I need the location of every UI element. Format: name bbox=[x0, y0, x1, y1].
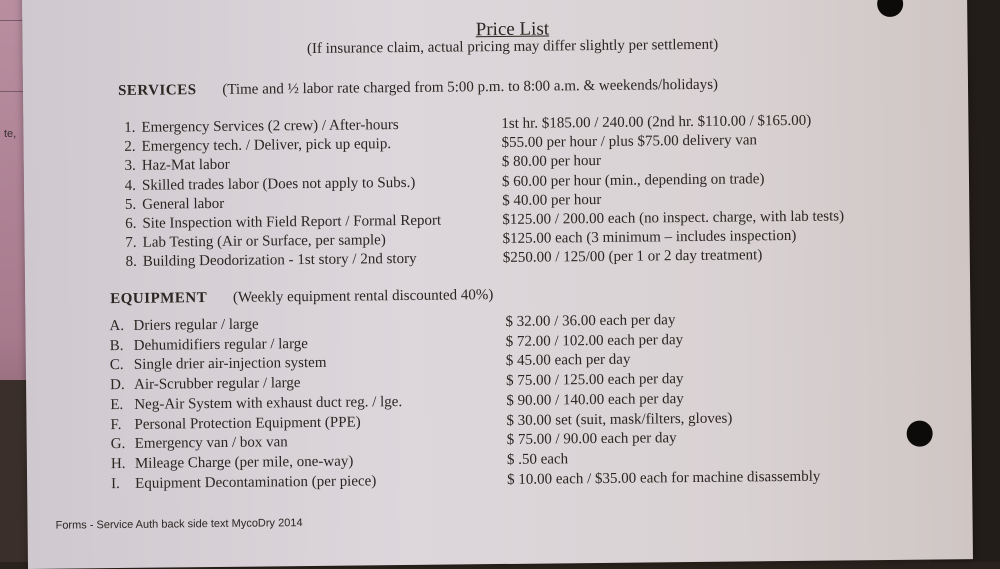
service-item-label: Haz-Mat labor bbox=[141, 157, 230, 175]
equipment-item-number: E. bbox=[110, 396, 124, 413]
service-item-label: General labor bbox=[142, 195, 225, 213]
service-item bbox=[109, 116, 398, 137]
service-item-number: 3. bbox=[124, 158, 136, 175]
services-heading bbox=[118, 77, 718, 100]
equipment-item-price: $ 30.00 set (suit, mask/filters, gloves) bbox=[506, 410, 733, 429]
footer-text: Forms - Service Auth back side text MycoDry 2014 bbox=[55, 517, 303, 532]
equipment-heading bbox=[110, 287, 493, 308]
equipment-item-label: Emergency van / box van bbox=[134, 434, 288, 453]
equipment-item-number: G. bbox=[110, 436, 126, 453]
margin-note: te, bbox=[4, 128, 17, 140]
service-item-price: $ 40.00 per hour bbox=[502, 191, 602, 209]
equipment-item-label: Air-Scrubber regular / large bbox=[134, 375, 301, 393]
equipment-item-label: Dehumidifiers regular / large bbox=[133, 335, 309, 354]
equipment-item-price: $ 72.00 / 102.00 each per day bbox=[505, 331, 684, 350]
equipment-item bbox=[111, 433, 288, 453]
equipment-item-price: $ 90.00 / 140.00 each per day bbox=[506, 390, 684, 409]
equipment-item-number: I. bbox=[111, 475, 120, 492]
service-item-label: Site Inspection with Field Report / Formal Report bbox=[142, 212, 442, 232]
service-item-label: Skilled trades labor (Does not apply to Subs.) bbox=[141, 174, 416, 194]
service-item-price: $125.00 each (3 minimum – includes inspection) bbox=[502, 228, 797, 248]
service-item-label: Emergency tech. / Deliver, pick up equip. bbox=[141, 136, 392, 155]
equipment-item-label: Neg-Air System with exhaust duct reg. / lge. bbox=[134, 393, 403, 413]
punch-hole-bottom bbox=[907, 420, 933, 446]
service-item-price: $250.00 / 125/00 (per 1 or 2 day treatment) bbox=[502, 247, 763, 267]
service-item bbox=[111, 250, 417, 271]
equipment-item bbox=[111, 452, 354, 473]
equipment-item-price: $ 75.00 / 90.00 each per day bbox=[506, 430, 677, 449]
equipment-item-price: $ 75.00 / 125.00 each per day bbox=[505, 371, 684, 390]
service-item-price: $ 80.00 per hour bbox=[501, 153, 602, 171]
equipment-item bbox=[111, 472, 376, 493]
service-item-price: 1st hr. $185.00 / 240.00 (2nd hr. $110.00 / $165.00) bbox=[501, 112, 812, 132]
service-item-number: 7. bbox=[125, 235, 137, 252]
equipment-item-number: B. bbox=[109, 337, 124, 354]
service-item bbox=[111, 231, 386, 252]
punch-hole-top bbox=[877, 0, 903, 17]
services-note: (Time and ½ labor rate charged from 5:00 p.m. to 8:00 a.m. & weekends/holidays) bbox=[222, 76, 719, 98]
service-item bbox=[110, 173, 415, 194]
service-item-label: Emergency Services (2 crew) / After-hours bbox=[141, 117, 399, 136]
service-item bbox=[110, 212, 441, 233]
equipment-item-label: Single drier air-injection system bbox=[133, 355, 327, 374]
equipment-item-number: A. bbox=[109, 317, 125, 335]
document-subtitle: (If insurance claim, actual pricing may differ slightly per settlement) bbox=[306, 36, 719, 58]
services-title: SERVICES bbox=[117, 82, 197, 99]
service-item-number: 2. bbox=[124, 139, 136, 156]
equipment-item-number: D. bbox=[110, 377, 125, 394]
service-item bbox=[110, 195, 224, 214]
equipment-item-price: $ .50 each bbox=[506, 451, 569, 468]
service-item bbox=[110, 135, 392, 156]
service-item-number: 1. bbox=[124, 119, 136, 136]
service-item-number: 6. bbox=[125, 215, 137, 232]
equipment-item-price: $ 45.00 each per day bbox=[505, 352, 631, 370]
equipment-item-label: Mileage Charge (per mile, one-way) bbox=[134, 453, 354, 472]
equipment-item-price: $ 10.00 each / $35.00 each for machine disassembly bbox=[507, 468, 821, 488]
equipment-item bbox=[109, 316, 258, 336]
equipment-item bbox=[110, 335, 308, 355]
equipment-item bbox=[110, 393, 402, 414]
equipment-item bbox=[110, 374, 301, 394]
equipment-item-label: Personal Protection Equipment (PPE) bbox=[134, 413, 361, 433]
service-item-label: Lab Testing (Air or Surface, per sample) bbox=[142, 232, 386, 251]
equipment-title: EQUIPMENT bbox=[110, 290, 208, 308]
equipment-item-price: $ 32.00 / 36.00 each per day bbox=[505, 312, 676, 330]
equipment-item-number: F. bbox=[110, 416, 122, 433]
equipment-item-label: Equipment Decontamination (per piece) bbox=[135, 472, 377, 492]
service-item-price: $55.00 per hour / plus $75.00 delivery van bbox=[501, 132, 758, 152]
service-item-label: Building Deodorization - 1st story / 2nd story bbox=[142, 251, 417, 271]
service-item-number: 4. bbox=[124, 177, 137, 194]
service-item-price: $125.00 / 200.00 each (no inspect. charge, with lab tests) bbox=[502, 208, 845, 228]
price-list-document bbox=[22, 0, 973, 569]
equipment-item bbox=[110, 354, 327, 374]
service-item-number: 8. bbox=[125, 254, 137, 271]
service-item bbox=[110, 156, 230, 175]
equipment-note: (Weekly equipment rental discounted 40%) bbox=[232, 287, 494, 306]
equipment-item bbox=[110, 413, 360, 434]
service-item-number: 5. bbox=[124, 196, 137, 213]
document-title: Price List bbox=[475, 18, 550, 41]
equipment-item-number: C. bbox=[109, 357, 124, 374]
service-item-price: $ 60.00 per hour (min., depending on trade) bbox=[501, 170, 765, 190]
equipment-item-label: Driers regular / large bbox=[133, 316, 259, 334]
equipment-item-number: H. bbox=[110, 455, 126, 472]
